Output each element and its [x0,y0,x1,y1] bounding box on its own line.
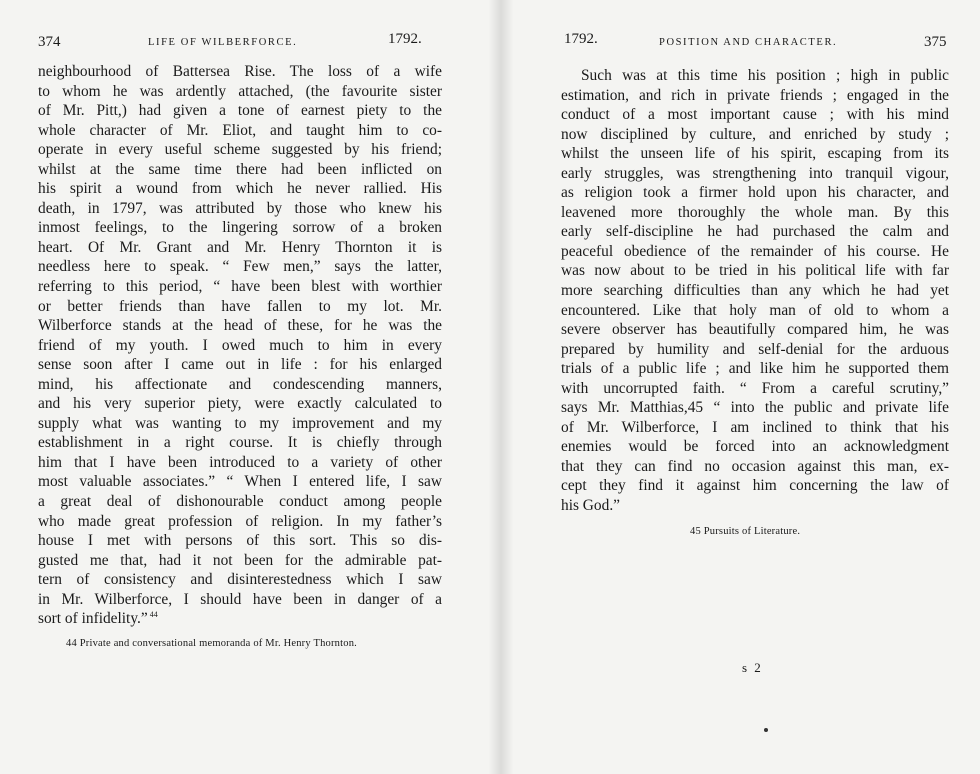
left-page [0,0,488,774]
left-page-number: 374 [38,34,61,50]
text-line: his God.” [561,497,620,515]
text-line: whole character of Mr. Eliot, and taught him to co- [38,121,442,139]
text-line: who made great profession of religion. In my father’s [38,512,442,530]
text-line: conduct of a most important cause ; with his mind [561,106,949,124]
print-speck [764,728,768,732]
text-line: in Mr. Wilberforce, I should have been in danger of a [38,590,442,608]
text-line: sort of infidelity.” $^{44}$ [38,610,158,628]
right-page-number: 375 [924,34,947,50]
text-line: early struggles, was strengthening into tranquil vigour, [561,164,949,182]
left-footnote: 44 Private and conversational memoranda of Mr. Henry Thornton. [66,638,357,649]
text-line: prepared by humility and self-denial for the arduous [561,340,949,358]
left-page-header [0,31,488,52]
text-line: mind, his affectionate and condescending manners, [38,375,442,393]
book-gutter [488,0,514,774]
right-page-header [514,31,980,52]
text-line: with uncorrupted faith. “ From a careful scrutiny,” [561,379,949,397]
text-line: now disciplined by culture, and enriched by study ; [561,125,949,143]
text-line: friend of my youth. I owed much to him in every [38,336,442,354]
text-line: a great deal of dishonourable conduct among people [38,493,442,511]
text-line: him that I have been introduced to a variety of other [38,453,442,471]
text-line: encountered. Like that holy man of old to whom a [561,301,949,319]
text-line: Such was at this time his position ; high in public [581,67,949,84]
text-line: says Mr. Matthias,45 “ into the public and private life [561,399,949,417]
text-line: to whom he was ardently attached, (the favourite sister [38,82,442,100]
text-line: of Mr. Wilberforce, I am inclined to think that his [561,418,949,436]
text-line: inmost feelings, to the lingering sorrow of a broken [38,219,442,237]
left-running-title: LIFE OF WILBERFORCE. [148,37,298,48]
text-line: more searching difficulties than any which he had yet [561,282,949,300]
text-line: most valuable associates.” “ When I entered life, I saw [38,473,442,491]
text-line: his spirit a wound from which he never rallied. His [38,180,442,198]
text-line: of Mr. Pitt,) had given a tone of earnest piety to the [38,102,442,120]
right-year: 1792. [564,31,598,47]
text-line: death, in 1797, was attributed by those who knew his [38,199,442,217]
text-line: operate in every useful scheme suggested by his friend; [38,141,442,159]
text-line: whilst the unseen life of his spirit, escaping from its [561,145,949,163]
text-line: whilst at the same time there had been inflicted on [38,160,442,178]
text-line: enemies would be forced into an acknowledgment [561,438,949,456]
text-line: tern of consistency and disinterestedness which I saw [38,571,442,589]
right-body-text [561,66,949,516]
text-line: peaceful obedience of the remainder of his course. He [561,242,949,260]
text-line: severe observer has beautifully compared him, he was [561,321,949,339]
signature-mark: s 2 [742,660,763,675]
text-line: house I met with persons of this sort. This so dis- [38,532,442,550]
text-line: supply what was wanting to my improvement and my [38,414,442,432]
right-footnote: 45 Pursuits of Literature. [690,526,801,537]
text-line: Wilberforce stands at the head of these, for he was the [38,317,442,335]
text-line: sense soon after I came out in life : for his enlarged [38,356,442,374]
text-line: leavened more thoroughly the whole man. By this [561,203,949,221]
text-line: trials of a public life ; and like him he supported them [561,360,949,378]
text-line: needless here to speak. “ Few men,” says the latter, [38,258,442,276]
text-line: or better friends than have fallen to my lot. Mr. [38,297,442,315]
text-line: estimation, and rich in private friends ; engaged in the [561,86,949,104]
right-page [514,0,980,774]
text-line: and his very superior piety, were exactly calculated to [38,395,442,413]
text-line: cept they find it against him concerning the law of [561,477,949,495]
left-year: 1792. [388,31,422,47]
text-line: gusted me that, had it not been for the admirable pat- [38,551,442,569]
left-body-text [38,62,442,629]
text-line: was now about to be tried in his political life with far [561,262,949,280]
text-line: heart. Of Mr. Grant and Mr. Henry Thornton it is [38,238,442,256]
text-line: establishment in a right course. It is chiefly through [38,434,442,452]
right-running-title: POSITION AND CHARACTER. [659,37,838,48]
text-line: that they can find no occasion against this man, ex- [561,457,949,475]
footnote-reference: 44 [147,610,158,620]
text-line: neighbourhood of Battersea Rise. The loss of a wife [38,63,442,80]
text-line: early self-discipline he had purchased the calm and [561,223,949,241]
text-line: referring to this period, “ have been blest with worthier [38,278,442,296]
text-line: as religion took a firmer hold upon his character, and [561,184,949,202]
